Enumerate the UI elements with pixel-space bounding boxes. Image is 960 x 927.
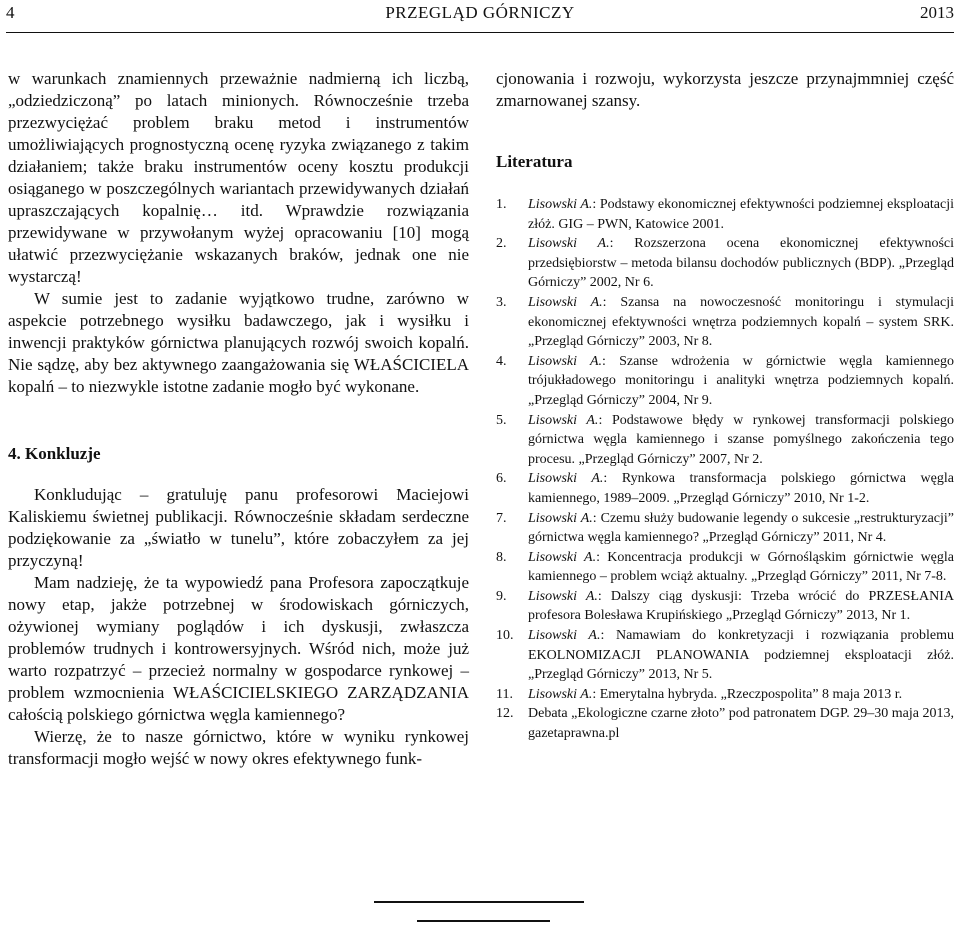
reference-text: : Szansa na nowoczesność monitoringu i stymulacji ekonomicznej efektywności wnętrza podziemnych kopalń – system SRK. „Przegląd Górniczy” 2003, Nr 8. xyxy=(528,294,954,350)
reference-item xyxy=(496,234,954,293)
reference-author: Lisowski A. xyxy=(528,294,603,310)
reference-author: Lisowski A. xyxy=(528,412,599,428)
reference-item xyxy=(496,469,954,508)
section-heading: 4. Konkluzje xyxy=(8,444,101,463)
reference-number: 11. xyxy=(496,686,513,702)
reference-item xyxy=(496,293,954,352)
reference-item xyxy=(496,352,954,411)
reference-item xyxy=(496,195,954,234)
reference-text: : Czemu służy budowanie legendy o sukcesie „restrukturyzacji” górnictwa węgla kamiennego? „Przegląd Górniczy” 2011, Nr 4. xyxy=(528,510,955,546)
body-paragraph: Konkludując – gratuluję panu profesorowi Maciejowi Kaliskiemu świetnej publikacji. Równocześnie składam serdeczne podziękowanie za „światło w tunelu”, które zobaczyłem za jej przyczyną! xyxy=(8,485,469,570)
reference-number: 5. xyxy=(496,412,507,428)
publication-year: 2013 xyxy=(920,3,954,22)
reference-author: Lisowski A. xyxy=(528,471,604,487)
reference-author: Lisowski A. xyxy=(528,686,593,702)
literature-heading: Literatura xyxy=(496,152,573,171)
reference-number: 4. xyxy=(496,353,507,369)
body-paragraph: Mam nadzieję, że ta wypowiedź pana Profesora zapoczątkuje nowy etap, jakże potrzebnej w środowiskach górniczych, ożywionej wymiany poglądów i ich dyskusji, zwłaszcza problemów trudnych i kontrowersyjnych. Wśród nich, może już warto rozpatrzyć – przecież normalny w gospodarce rynkowej – problem wzmocnienia WŁAŚCICIELSKIEGO ZARZĄDZANIA całością polskiego górnictwa węgla kamiennego? xyxy=(8,573,469,724)
header-rule xyxy=(6,32,954,33)
reference-item xyxy=(496,587,954,626)
reference-number: 12. xyxy=(496,706,514,722)
reference-text: : Rozszerzona ocena ekonomicznej efektywności przedsiębiorstw – metoda bilansu dochodów publicznych (BDP). „Przegląd Górniczy” 2002, Nr 6. xyxy=(528,236,954,291)
reference-author: Lisowski A. xyxy=(528,236,610,252)
body-paragraph: w warunkach znamiennych przeważnie nadmierną ich liczbą, „odziedziczoną” po latach minionych. Równocześnie trzeba przezwyciężać problem braku metod i instrumentów umożliwiających prognostyczną ocenę ryzyka związanego z takim działaniem; także braku instrumentów oceny kosztu produkcji osiąganego w poszczególnych wariantach przewidywanych działań upraszczających kopalnię… itd. Wprawdzie rozwiązania przewidywane w przywołanym wyżej opracowaniu [10] mogą ułatwić przezwyciężanie wskazanych braków, jednak one nie wystarczą! xyxy=(8,69,469,286)
reference-author: Lisowski A. xyxy=(528,549,597,565)
reference-number: 3. xyxy=(496,294,507,310)
reference-text: : Rynkowa transformacja polskiego górnictwa węgla kamiennego, 1989–2009. „Przegląd Górniczy” 2010, Nr 1-2. xyxy=(528,471,954,506)
reference-number: 10. xyxy=(496,628,514,644)
right-column xyxy=(496,68,954,112)
reference-author: Lisowski A. xyxy=(528,353,602,369)
reference-text: : Szanse wdrożenia w górnictwie węgla kamiennego trójukładowego monitoringu i analityki wnętrza podziemnych kopalń. „Przegląd Górniczy” 2004, Nr 9. xyxy=(528,353,954,408)
reference-author: Lisowski A. xyxy=(528,197,593,212)
continuation-paragraph: cjonowania i rozwoju, wykorzysta jeszcze przynajmmniej część zmarnowanej szansy. xyxy=(496,69,954,110)
reference-item xyxy=(496,685,954,705)
reference-text: : Koncentracja produkcji w Górnośląskim górnictwie węgla kamiennego – problem wciąż aktualny. „Przegląd Górniczy” 2011, Nr 7-8. xyxy=(528,549,955,585)
reference-text: : Dalszy ciąg dyskusji: Trzeba wrócić do PRZESŁANIA profesora Bolesława Krupińskiego „Przegląd Górniczy” 2013, Nr 1. xyxy=(528,588,954,624)
reference-item xyxy=(496,509,954,548)
left-column xyxy=(8,68,469,398)
body-paragraph: Wierzę, że to nasze górnictwo, które w wyniku rynkowej transformacji mogło wejść w nowy okres efektywnego funk- xyxy=(8,727,469,768)
end-rule-short xyxy=(417,920,550,922)
page-number: 4 xyxy=(6,3,15,22)
reference-author: Lisowski A. xyxy=(528,628,601,644)
journal-title: PRZEGLĄD GÓRNICZY xyxy=(385,3,575,22)
reference-item xyxy=(496,704,954,743)
reference-author: Lisowski A. xyxy=(528,510,593,526)
reference-item xyxy=(496,411,954,470)
reference-text: : Podstawowe błędy w rynkowej transformacji polskiego górnictwa węgla kamiennego i szanse pomyślnego zakończenia tego procesu. „Przegląd Górniczy” 2007, Nr 2. xyxy=(528,412,955,467)
reference-list xyxy=(496,195,954,744)
page-header xyxy=(6,3,954,23)
reference-item xyxy=(496,548,954,587)
reference-number: 7. xyxy=(496,510,507,526)
reference-number: 6. xyxy=(496,471,507,487)
conclusions-text xyxy=(8,484,469,770)
reference-number: 2. xyxy=(496,236,507,252)
reference-item xyxy=(496,626,954,685)
reference-text: : Emerytalna hybryda. „Rzeczpospolita” 8 maja 2013 r. xyxy=(592,686,903,702)
end-rule-long xyxy=(374,901,584,903)
reference-number: 8. xyxy=(496,549,507,565)
reference-number: 1. xyxy=(496,197,507,212)
reference-number: 9. xyxy=(496,588,507,604)
reference-author: Lisowski A. xyxy=(528,588,598,604)
reference-text: : Namawiam do konkretyzacji i rozwiązania problemu EKOLNOMIZACJI PLANOWANIA podziemnej eksploatacji złóż. „Przegląd Górniczy” 2013, Nr 5. xyxy=(528,628,955,683)
reference-text: : Podstawy ekonomicznej efektywności podziemnej eksploatacji złóż. GIG – PWN, Katowice 2001. xyxy=(528,197,954,232)
reference-text: Debata „Ekologiczne czarne złoto” pod patronatem DGP. 29–30 maja 2013, gazetaprawna.pl xyxy=(528,706,954,742)
body-paragraph: W sumie jest to zadanie wyjątkowo trudne, zarówno w aspekcie potrzebnego wysiłku badawczego, jak i wysiłku i inwencji praktyków górnictwa planujących rozwój swoich kopalń. Nie sądzę, aby bez aktywnego zaangażowania się WŁAŚCICIELA kopalń – to niezwykle istotne zadanie mogło być wykonane. xyxy=(8,289,469,396)
